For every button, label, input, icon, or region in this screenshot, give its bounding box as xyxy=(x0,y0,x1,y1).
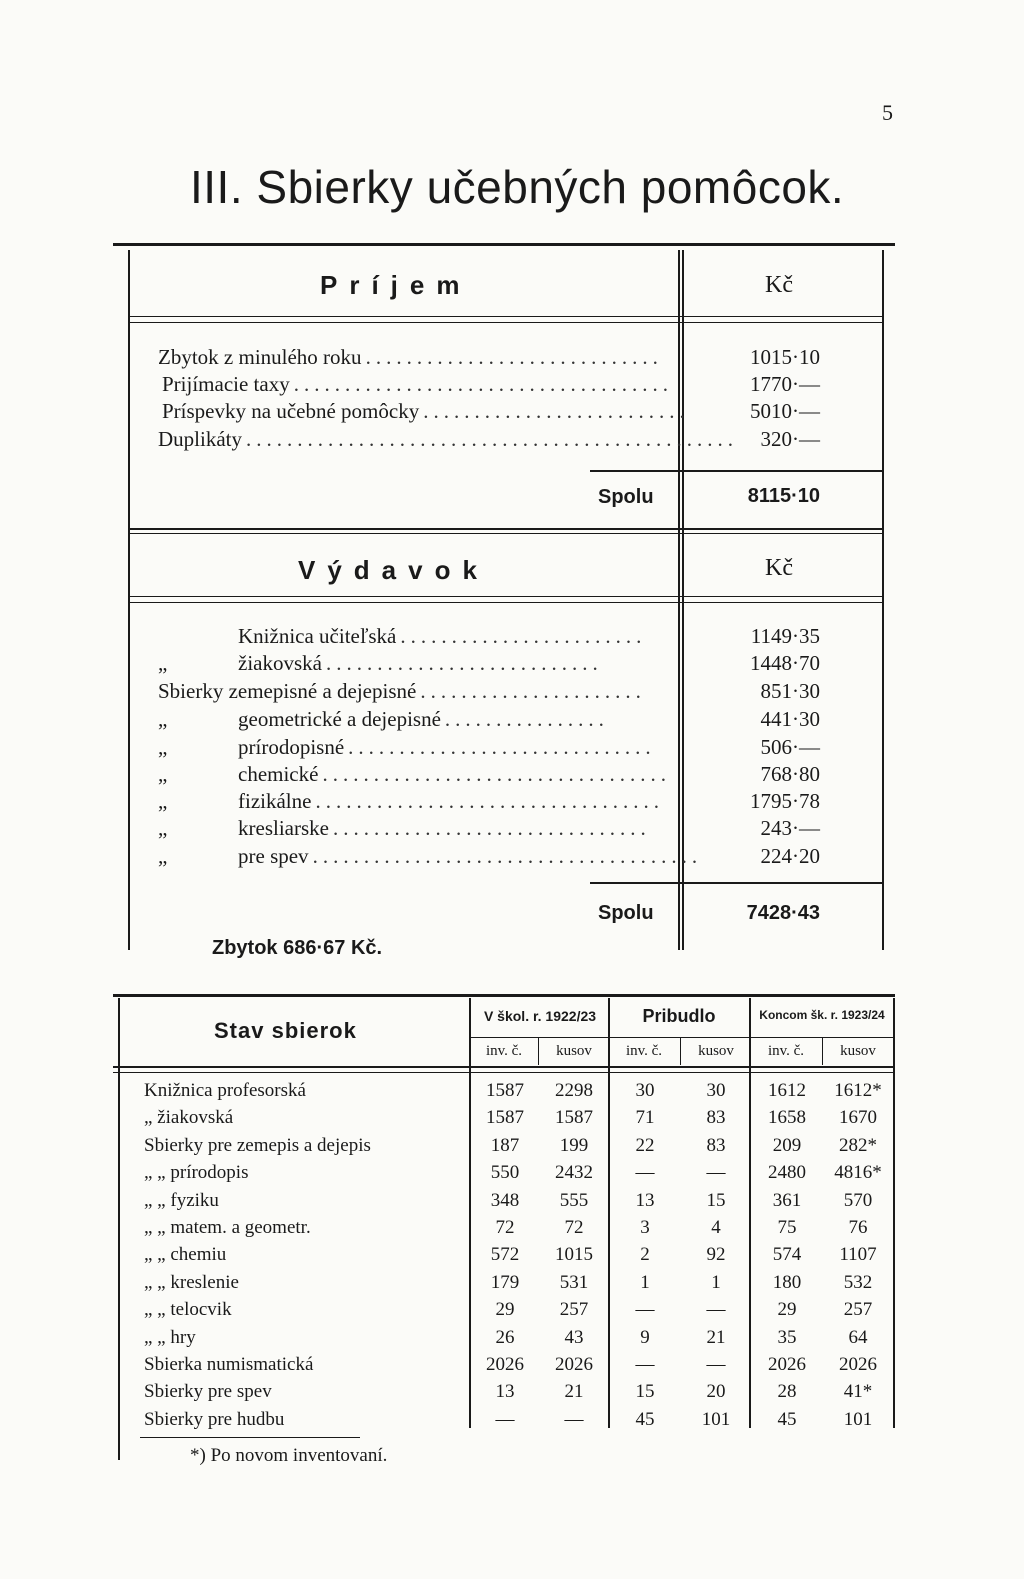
row-label: „ „ fyziku xyxy=(144,1189,219,1211)
cell-value: 187 xyxy=(490,1134,520,1156)
cell-value: 532 xyxy=(843,1271,873,1293)
table-row xyxy=(0,1107,1024,1135)
cell-value: 4 xyxy=(711,1217,721,1238)
vydavok-row-amount: 1795·78 xyxy=(750,789,820,813)
cell-value: — xyxy=(706,1162,726,1184)
cell-value: 83 xyxy=(706,1134,726,1156)
prijem-row-amount: 1015·10 xyxy=(750,345,820,369)
page-title: III. Sbierky učebných pomôcok. xyxy=(190,161,845,213)
cell-value: 282* xyxy=(839,1134,877,1156)
prijem-row-label: Príspevky na učebné pomôcky .......................... xyxy=(162,399,690,423)
stav-title: Stav sbierok xyxy=(214,1018,357,1043)
stav-sub-header: inv. č. xyxy=(485,1043,523,1059)
stav-group-header: Koncom šk. r. 1923/24 xyxy=(759,1008,885,1022)
cell-value: 257 xyxy=(843,1299,873,1321)
prijem-currency-header: Kč xyxy=(765,272,793,298)
cell-value: 22 xyxy=(635,1134,655,1156)
stav-sub-header: kusov xyxy=(698,1043,734,1059)
table-row xyxy=(0,1272,1024,1300)
cell-value: 30 xyxy=(635,1080,655,1101)
cell-value: 199 xyxy=(559,1134,589,1156)
prijem-row-amount: 1770·— xyxy=(750,372,820,396)
cell-value: 2026 xyxy=(839,1354,877,1375)
stav-sub-rule-3 xyxy=(822,1037,823,1065)
prijem-row-label: Duplikáty ................................................ xyxy=(158,427,738,451)
cell-value: — xyxy=(635,1162,655,1184)
vydavok-row-label: „ chemické .................................. xyxy=(158,762,671,786)
vydavok-row-label: „ pre spev ...................................... xyxy=(158,844,703,868)
prijem-total-amount: 8115·10 xyxy=(747,485,820,507)
table-row xyxy=(0,1354,1024,1382)
ledger-left-rule xyxy=(128,250,130,950)
cell-value: 180 xyxy=(772,1271,802,1293)
vydavok-row-label: Knižnica učiteľská ........................ xyxy=(238,624,647,648)
prijem-row-label: Prijímacie taxy ..................................... xyxy=(162,372,673,396)
cell-value: 348 xyxy=(490,1189,520,1211)
cell-value: 26 xyxy=(495,1326,515,1348)
cell-value: 64 xyxy=(848,1326,868,1348)
table-row xyxy=(0,1327,1024,1355)
cell-value: 45 xyxy=(635,1408,655,1430)
ledger-right-rule xyxy=(882,250,884,950)
vydavok-row-amount: 506·— xyxy=(760,735,820,759)
vydavok-currency-header: Kč xyxy=(765,555,793,581)
row-label: „ „ prírodopis xyxy=(144,1162,249,1184)
vydavok-row-amount: 1448·70 xyxy=(750,651,820,675)
prijem-header-rule-a xyxy=(128,316,884,317)
prijem-row-label: Zbytok z minulého roku ............................. xyxy=(158,345,663,369)
row-label: „ „ kreslenie xyxy=(144,1271,239,1293)
cell-value: 531 xyxy=(559,1271,589,1293)
cell-value: 2480 xyxy=(768,1162,806,1184)
cell-value: 20 xyxy=(706,1381,726,1403)
remainder-note: Zbytok 686·67 Kč. xyxy=(212,937,383,959)
cell-value: 92 xyxy=(706,1244,726,1266)
cell-value: 179 xyxy=(490,1271,520,1293)
vydavok-row-amount: 768·80 xyxy=(760,762,820,786)
cell-value: 13 xyxy=(495,1381,515,1403)
cell-value: 15 xyxy=(635,1381,655,1403)
cell-value: 570 xyxy=(843,1189,873,1211)
cell-value: — xyxy=(495,1408,515,1430)
row-label: Sbierka numismatická xyxy=(144,1354,314,1375)
cell-value: 72 xyxy=(495,1217,515,1238)
stav-header-rule xyxy=(113,1066,895,1068)
cell-value: 2 xyxy=(640,1244,650,1266)
stav-sub-header: inv. č. xyxy=(625,1043,663,1059)
cell-value: 1015 xyxy=(555,1244,593,1266)
row-label: „ „ hry xyxy=(144,1326,196,1348)
row-label: „ žiakovská xyxy=(144,1107,234,1129)
stav-sub-header: kusov xyxy=(840,1043,876,1059)
stav-sub-header: inv. č. xyxy=(767,1043,805,1059)
vydavok-row-label: „ fizikálne .................................. xyxy=(158,789,664,813)
row-label: „ „ matem. a geometr. xyxy=(144,1217,311,1238)
table-row xyxy=(0,1217,1024,1245)
vydavok-row-amount: 224·20 xyxy=(760,844,820,868)
vydavok-row-label: „ prírodopisné .............................. xyxy=(158,735,656,759)
stav-sub-header: kusov xyxy=(556,1043,592,1059)
row-label: Knižnica profesorská xyxy=(144,1080,306,1101)
stav-group-header: Pribudlo xyxy=(642,1006,716,1026)
cell-value: — xyxy=(564,1408,584,1430)
cell-value: 4816* xyxy=(834,1162,882,1184)
row-label: „ „ telocvik xyxy=(144,1299,232,1321)
cell-value: 15 xyxy=(706,1189,726,1211)
cell-value: 361 xyxy=(772,1189,802,1211)
vydavok-row-label: „ geometrické a dejepisné ................ xyxy=(158,707,609,731)
vydavok-row-label: „ žiakovská ........................... xyxy=(158,651,603,675)
cell-value: 2432 xyxy=(555,1162,593,1184)
vydavok-title: Výdavok xyxy=(298,555,489,585)
stav-sub-rule-1 xyxy=(538,1037,539,1065)
cell-value: 1107 xyxy=(839,1244,877,1266)
cell-value: 209 xyxy=(772,1134,802,1156)
cell-value: 9 xyxy=(640,1326,650,1348)
cell-value: 550 xyxy=(490,1162,520,1184)
ledger-top-rule xyxy=(113,243,895,246)
prijem-title: Príjem xyxy=(320,270,472,300)
prijem-header-rule-b xyxy=(128,322,884,323)
vydavok-row-label: „ kresliarske ............................... xyxy=(158,816,651,840)
cell-value: 71 xyxy=(635,1107,655,1129)
cell-value: 2026 xyxy=(486,1354,524,1375)
cell-value: 76 xyxy=(848,1217,868,1238)
table-row xyxy=(0,1190,1024,1218)
stav-sub-rule-2 xyxy=(680,1037,681,1065)
row-label: Sbierky pre spev xyxy=(144,1381,272,1403)
cell-value: 41* xyxy=(843,1381,873,1403)
vydavok-row-label: Sbierky zemepisné a dejepisné ...................... xyxy=(158,679,646,703)
vydavok-total-label: Spolu xyxy=(598,902,654,924)
stav-group-header: V škol. r. 1922/23 xyxy=(483,1008,597,1024)
vydavok-row-amount: 851·30 xyxy=(760,679,820,703)
cell-value: 1670 xyxy=(839,1107,877,1129)
cell-value: — xyxy=(706,1299,726,1321)
row-label: Sbierky pre hudbu xyxy=(144,1408,285,1430)
cell-value: — xyxy=(635,1354,655,1375)
cell-value: 21 xyxy=(564,1381,584,1403)
cell-value: 29 xyxy=(495,1299,515,1321)
cell-value: 13 xyxy=(635,1189,655,1211)
prijem-row-amount: 320·— xyxy=(760,427,820,451)
cell-value: 1 xyxy=(711,1271,721,1293)
cell-value: 83 xyxy=(706,1107,726,1129)
stav-top-rule xyxy=(113,994,895,997)
cell-value: 45 xyxy=(777,1408,797,1430)
table-row xyxy=(0,1299,1024,1327)
cell-value: 29 xyxy=(777,1299,797,1321)
table-row xyxy=(0,1381,1024,1409)
cell-value: 30 xyxy=(706,1080,726,1101)
table-row xyxy=(0,1135,1024,1163)
table-row xyxy=(0,1409,1024,1437)
vydavok-header-rule-a xyxy=(128,596,884,597)
vydavok-row-amount: 441·30 xyxy=(760,707,820,731)
prijem-total-label: Spolu xyxy=(598,486,654,508)
vydavok-total-rule xyxy=(590,882,882,884)
cell-value: 2298 xyxy=(555,1080,593,1101)
cell-value: 28 xyxy=(777,1381,797,1403)
section-divider-a xyxy=(128,528,882,530)
cell-value: 35 xyxy=(777,1326,797,1348)
vydavok-total-amount: 7428·43 xyxy=(746,902,820,924)
vydavok-row-amount: 1149·35 xyxy=(750,624,820,648)
footnote: *) Po novom inventovaní. xyxy=(190,1445,388,1466)
table-row xyxy=(0,1080,1024,1108)
section-divider-b xyxy=(128,533,882,534)
cell-value: 101 xyxy=(701,1408,731,1430)
cell-value: 2026 xyxy=(768,1354,806,1375)
row-label: Sbierky pre zemepis a dejepis xyxy=(144,1134,371,1156)
table-row xyxy=(0,1162,1024,1190)
prijem-total-rule xyxy=(590,470,882,472)
cell-value: 572 xyxy=(490,1244,520,1266)
cell-value: 257 xyxy=(559,1299,589,1321)
cell-value: 21 xyxy=(706,1326,726,1348)
cell-value: 1587 xyxy=(486,1080,524,1101)
prijem-row-amount: 5010·— xyxy=(750,399,820,423)
stav-group-rule xyxy=(469,1037,895,1038)
cell-value: 72 xyxy=(564,1217,584,1238)
cell-value: — xyxy=(635,1299,655,1321)
cell-value: — xyxy=(706,1354,726,1375)
cell-value: 3 xyxy=(640,1217,650,1238)
cell-value: 1612 xyxy=(768,1080,806,1101)
cell-value: 43 xyxy=(564,1326,584,1348)
cell-value: 75 xyxy=(777,1217,797,1238)
stav-header-rule-b xyxy=(113,1072,895,1073)
cell-value: 101 xyxy=(843,1408,873,1430)
cell-value: 2026 xyxy=(555,1354,593,1375)
cell-value: 1658 xyxy=(768,1107,806,1129)
vydavok-row-amount: 243·— xyxy=(760,816,820,840)
cell-value: 1587 xyxy=(555,1107,593,1129)
page-number: 5 xyxy=(882,100,893,125)
cell-value: 1 xyxy=(640,1271,650,1293)
cell-value: 1587 xyxy=(486,1107,524,1129)
table-row xyxy=(0,1244,1024,1272)
footnote-rule xyxy=(140,1437,360,1438)
row-label: „ „ chemiu xyxy=(144,1244,227,1266)
vydavok-header-rule-b xyxy=(128,602,884,603)
cell-value: 574 xyxy=(772,1244,802,1266)
cell-value: 1612* xyxy=(834,1080,882,1101)
cell-value: 555 xyxy=(559,1189,589,1211)
